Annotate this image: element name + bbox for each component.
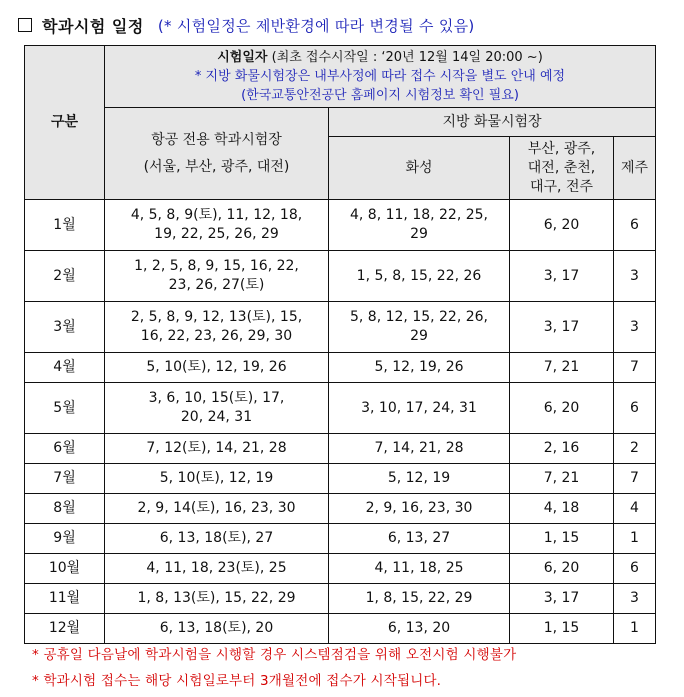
month-cell	[25, 302, 105, 353]
month-label: 3월	[53, 318, 76, 335]
month-cell	[25, 614, 105, 644]
aviation-dates-cell	[105, 494, 329, 524]
hwaseong-dates-line-1: 1, 8, 15, 22, 29	[365, 590, 473, 606]
aviation-dates-cell	[105, 524, 329, 554]
schedule-row	[25, 383, 656, 434]
month-label: 2월	[53, 267, 76, 284]
hwaseong-dates-cell	[329, 353, 510, 383]
aviation-dates-line-2: 20, 24, 31	[180, 409, 253, 425]
month-cell	[25, 494, 105, 524]
hwaseong-dates-line-1: 6, 13, 27	[387, 530, 451, 546]
jeju-dates-cell	[614, 614, 656, 644]
busan-group-dates: 2, 16	[543, 440, 580, 456]
month-cell	[25, 524, 105, 554]
hwaseong-dates-cell	[329, 383, 510, 434]
month-label: 8월	[53, 500, 76, 516]
header-exam-date	[105, 46, 656, 108]
hwaseong-dates-cell	[329, 494, 510, 524]
busan-group-dates: 3, 17	[543, 590, 580, 606]
busan-group-dates-cell	[510, 302, 614, 353]
aviation-dates-cell	[105, 614, 329, 644]
title-note: (* 시험일정은 제반환경에 따라 변경될 수 있음)	[157, 16, 475, 35]
schedule-row	[25, 464, 656, 494]
jeju-dates: 7	[630, 470, 639, 486]
hwaseong-dates-cell	[329, 584, 510, 614]
busan-group-line-3: 대구, 전주	[530, 178, 593, 195]
jeju-dates: 7	[630, 359, 639, 375]
header-jeju: 제주	[614, 137, 656, 200]
title-main: 학과시험 일정	[42, 16, 144, 36]
jeju-dates: 3	[630, 590, 639, 606]
jeju-dates-cell	[614, 251, 656, 302]
hwaseong-dates-line-1: 4, 11, 18, 25	[374, 560, 464, 576]
busan-group-dates: 3, 17	[543, 318, 580, 335]
info-line-2: (한국교통안전공단 홈페이지 시험정보 확인 필요)	[241, 88, 519, 103]
hwaseong-dates-line-1: 2, 9, 16, 23, 30	[365, 500, 473, 516]
schedule-row	[25, 524, 656, 554]
aviation-dates-line-1: 2, 9, 14(토), 16, 23, 30	[137, 500, 296, 516]
document-title	[18, 10, 475, 40]
busan-group-dates-cell	[510, 353, 614, 383]
busan-group-dates-cell	[510, 200, 614, 251]
jeju-dates: 1	[630, 620, 639, 636]
footnote-1: * 공휴일 다음날에 학과시험을 시행할 경우 시스템점검을 위해 오전시험 시행불가	[32, 647, 517, 663]
header-category: 구분	[25, 46, 105, 200]
aviation-dates-line-1: 1, 2, 5, 8, 9, 15, 16, 22,	[134, 258, 299, 274]
exam-schedule-table	[24, 45, 656, 644]
header-hwaseong: 화성	[329, 137, 510, 200]
jeju-dates: 6	[630, 399, 639, 416]
aviation-dates-line-1: 6, 13, 18(토), 20	[159, 620, 274, 636]
aviation-dates-cell	[105, 251, 329, 302]
hwaseong-dates-line-1: 6, 13, 20	[387, 620, 451, 636]
schedule-row	[25, 554, 656, 584]
aviation-dates-cell	[105, 554, 329, 584]
aviation-dates-line-2: 23, 26, 27(토)	[168, 277, 265, 293]
busan-group-dates: 1, 15	[543, 530, 580, 546]
jeju-dates: 1	[630, 530, 639, 546]
busan-group-dates: 6, 20	[543, 216, 580, 233]
jeju-dates: 3	[630, 318, 639, 335]
month-cell	[25, 434, 105, 464]
busan-group-dates-cell	[510, 584, 614, 614]
hwaseong-dates-cell	[329, 614, 510, 644]
jeju-dates-cell	[614, 353, 656, 383]
hwaseong-dates-line-1: 5, 8, 12, 15, 22, 26,	[349, 309, 489, 325]
hwaseong-dates-line-1: 4, 8, 11, 18, 22, 25,	[349, 207, 489, 223]
busan-group-dates-cell	[510, 434, 614, 464]
month-label: 10월	[48, 560, 81, 576]
hwaseong-dates-cell	[329, 524, 510, 554]
hwaseong-dates-line-1: 1, 5, 8, 15, 22, 26	[356, 267, 482, 284]
jeju-dates-cell	[614, 200, 656, 251]
schedule-row	[25, 200, 656, 251]
month-label: 9월	[53, 530, 76, 546]
aviation-dates-cell	[105, 302, 329, 353]
month-cell	[25, 554, 105, 584]
info-line-1: * 지방 화물시험장은 내부사정에 따라 접수 시작을 별도 안내 예정	[194, 69, 566, 84]
hwaseong-dates-line-1: 5, 12, 19	[387, 470, 451, 486]
aviation-dates-line-1: 4, 5, 8, 9(토), 11, 12, 18,	[130, 207, 303, 223]
jeju-dates-cell	[614, 554, 656, 584]
busan-group-dates-cell	[510, 464, 614, 494]
busan-group-dates: 7, 21	[543, 470, 580, 486]
jeju-dates-cell	[614, 464, 656, 494]
hwaseong-dates-line-1: 7, 14, 21, 28	[374, 440, 464, 456]
jeju-dates-cell	[614, 524, 656, 554]
aviation-dates-line-2: 19, 22, 25, 26, 29	[154, 226, 279, 242]
schedule-row	[25, 584, 656, 614]
schedule-row	[25, 251, 656, 302]
month-label: 6월	[53, 440, 76, 456]
month-label: 4월	[53, 359, 76, 375]
month-cell	[25, 251, 105, 302]
aviation-dates-line-1: 1, 8, 13(토), 15, 22, 29	[137, 590, 296, 606]
aviation-line-1: 항공 전용 학과시험장	[151, 131, 282, 148]
footnote-2: * 학과시험 접수는 해당 시험일로부터 3개월전에 접수가 시작됩니다.	[32, 673, 442, 689]
aviation-dates-line-1: 4, 11, 18, 23(토), 25	[146, 560, 287, 576]
schedule-row	[25, 302, 656, 353]
jeju-dates-cell	[614, 383, 656, 434]
exam-date-detail: (최초 접수시작일 : ‘20년 12월 14일 20:00 ~)	[267, 50, 543, 65]
header-regional: 지방 화물시험장	[329, 108, 656, 137]
aviation-dates-line-1: 2, 5, 8, 9, 12, 13(토), 15,	[130, 309, 303, 325]
jeju-dates-cell	[614, 302, 656, 353]
hwaseong-dates-line-1: 5, 12, 19, 26	[374, 359, 464, 375]
month-cell	[25, 200, 105, 251]
jeju-dates-cell	[614, 584, 656, 614]
hwaseong-dates-cell	[329, 464, 510, 494]
aviation-dates-line-1: 5, 10(토), 12, 19	[159, 470, 274, 486]
hwaseong-dates-cell	[329, 251, 510, 302]
hwaseong-dates-cell	[329, 302, 510, 353]
busan-group-dates-cell	[510, 383, 614, 434]
jeju-dates-cell	[614, 494, 656, 524]
busan-group-dates: 6, 20	[543, 399, 580, 416]
aviation-dates-cell	[105, 464, 329, 494]
jeju-dates-cell	[614, 434, 656, 464]
busan-group-dates: 6, 20	[543, 560, 580, 576]
busan-group-dates-cell	[510, 494, 614, 524]
busan-group-line-2: 대전, 춘천,	[527, 159, 596, 176]
busan-group-dates-cell	[510, 614, 614, 644]
jeju-dates: 6	[630, 216, 639, 233]
header-aviation	[105, 108, 329, 200]
jeju-dates: 2	[630, 440, 639, 456]
schedule-row	[25, 614, 656, 644]
schedule-row	[25, 353, 656, 383]
aviation-dates-line-1: 3, 6, 10, 15(토), 17,	[148, 390, 285, 406]
aviation-dates-line-2: 16, 22, 23, 26, 29, 30	[140, 328, 293, 344]
aviation-line-2: (서울, 부산, 광주, 대전)	[143, 158, 290, 175]
jeju-dates: 6	[630, 560, 639, 576]
checkbox-square-icon	[18, 18, 32, 32]
hwaseong-dates-line-1: 3, 10, 17, 24, 31	[361, 399, 477, 416]
aviation-dates-cell	[105, 434, 329, 464]
schedule-row	[25, 494, 656, 524]
jeju-dates: 4	[630, 500, 639, 516]
aviation-dates-line-1: 5, 10(토), 12, 19, 26	[146, 359, 287, 375]
hwaseong-dates-line-2: 29	[410, 328, 428, 344]
busan-group-dates: 7, 21	[543, 359, 580, 375]
jeju-dates: 3	[630, 267, 639, 284]
schedule-body	[25, 200, 656, 644]
month-label: 7월	[53, 470, 76, 486]
aviation-dates-cell	[105, 200, 329, 251]
busan-group-line-1: 부산, 광주,	[527, 140, 596, 157]
month-cell	[25, 584, 105, 614]
aviation-dates-cell	[105, 584, 329, 614]
busan-group-dates: 1, 15	[543, 620, 580, 636]
aviation-dates-line-1: 6, 13, 18(토), 27	[159, 530, 274, 546]
exam-date-label: 시험일자	[217, 50, 268, 65]
busan-group-dates: 4, 18	[543, 500, 580, 516]
month-cell	[25, 464, 105, 494]
month-cell	[25, 353, 105, 383]
aviation-dates-line-1: 7, 12(토), 14, 21, 28	[146, 440, 287, 456]
month-cell	[25, 383, 105, 434]
month-label: 12월	[48, 620, 81, 636]
hwaseong-dates-cell	[329, 554, 510, 584]
hwaseong-dates-line-2: 29	[410, 226, 428, 242]
month-label: 1월	[53, 216, 76, 233]
schedule-row	[25, 434, 656, 464]
month-label: 11월	[48, 590, 81, 606]
aviation-dates-cell	[105, 383, 329, 434]
hwaseong-dates-cell	[329, 434, 510, 464]
busan-group-dates-cell	[510, 524, 614, 554]
busan-group-dates-cell	[510, 554, 614, 584]
footnotes	[32, 642, 516, 694]
busan-group-dates-cell	[510, 251, 614, 302]
busan-group-dates: 3, 17	[543, 267, 580, 284]
header-busan-group	[510, 137, 614, 200]
hwaseong-dates-cell	[329, 200, 510, 251]
aviation-dates-cell	[105, 353, 329, 383]
month-label: 5월	[53, 399, 76, 416]
